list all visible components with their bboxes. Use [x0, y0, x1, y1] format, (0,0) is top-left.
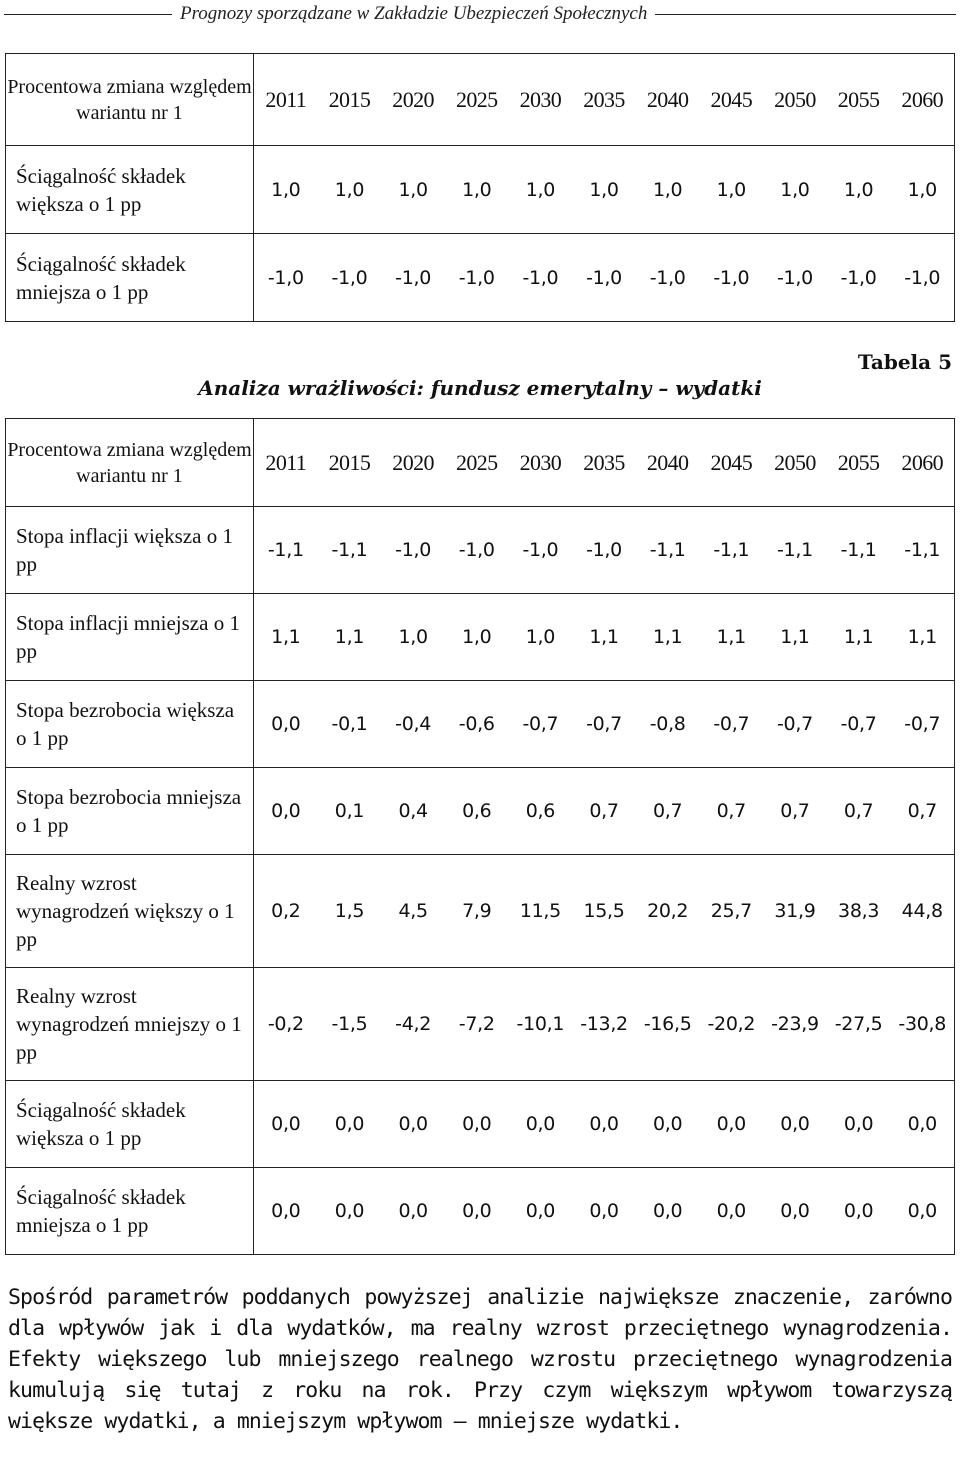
value-cell: 0,6	[462, 800, 492, 822]
table-row	[6, 768, 955, 855]
table-header-row	[6, 54, 955, 146]
value-cell: 1,1	[589, 626, 619, 648]
year-cell: 2040	[646, 86, 689, 112]
value-cell: 38,3	[838, 900, 880, 922]
value-cell: -0,1	[331, 713, 368, 735]
value-cell: 1,1	[843, 626, 874, 648]
value-cell: -13,2	[580, 1013, 628, 1035]
value-cell: -1,0	[395, 539, 432, 561]
value-cell: 7,9	[462, 900, 492, 922]
header-rule-right	[655, 14, 956, 15]
table-row	[6, 1168, 955, 1255]
year-cell: 2060	[901, 449, 944, 475]
value-cell: -1,0	[586, 539, 622, 561]
value-cell: 0,0	[716, 1113, 746, 1135]
year-cell: 2020	[392, 449, 434, 475]
value-cell: 1,0	[907, 178, 937, 201]
value-cell: 1,0	[589, 178, 619, 201]
value-cell: 0,0	[780, 1113, 810, 1135]
value-cell: 0,0	[462, 1113, 492, 1135]
value-cell: 0,0	[843, 1113, 874, 1135]
row-values	[254, 146, 955, 234]
year-cell: 2045	[710, 449, 753, 475]
year-cell: 2011	[265, 449, 307, 475]
value-cell: 0,0	[653, 1200, 683, 1222]
year-cell: 2035	[583, 449, 625, 475]
value-cell: -0,2	[267, 1013, 304, 1035]
value-cell: -1,0	[331, 266, 368, 289]
value-cell: -1,1	[777, 539, 813, 561]
value-cell: -1,1	[331, 539, 368, 561]
value-cell: -0,6	[458, 713, 495, 735]
value-cell: 0,7	[907, 800, 937, 822]
row-label: Ściągalność składek mniejsza o 1 pp	[6, 1168, 254, 1255]
row-label: Ściągalność składek mniejsza o 1 pp	[6, 234, 254, 322]
year-cell: 2050	[774, 449, 816, 475]
value-cell: -4,2	[395, 1013, 432, 1035]
value-cell: -0,7	[713, 713, 750, 735]
value-cell: -0,4	[395, 713, 432, 735]
value-cell: 15,5	[583, 900, 625, 922]
body-paragraph: Spośród parametrów poddanych powyższej analizie największe znaczenie, zarówno dla wpływów jak i dla wydatków, ma realny wzrost przeciętnego wynagrodzenia. Efekty większego lub mniejszego realnego wzrostu przeciętnego wynagrodzenia kumulują się tutaj z roku na rok. Przy czym większym wpływom towarzyszą większe wydatki, a mniejszym wpływom – mniejsze wydatki.	[8, 1285, 952, 1434]
table-row	[6, 681, 955, 768]
table-title: Analiza wrażliwości: fundusz emerytalny – wydatki	[198, 376, 762, 400]
table-row	[6, 507, 955, 594]
value-cell: 31,9	[774, 900, 816, 922]
value-cell: -27,5	[834, 1013, 883, 1035]
table-5	[5, 418, 955, 1255]
value-cell: 1,1	[907, 626, 937, 648]
row-label: Ściągalność składek większa o 1 pp	[6, 146, 254, 234]
year-header-cells	[254, 419, 955, 507]
year-cell: 2060	[901, 86, 944, 112]
value-cell: 0,0	[907, 1113, 937, 1135]
row-values	[254, 234, 955, 322]
year-cell: 2055	[837, 86, 880, 112]
table-row	[6, 1081, 955, 1168]
value-cell: 1,5	[334, 900, 365, 922]
value-cell: 0,0	[271, 713, 301, 735]
row-values	[254, 855, 955, 968]
value-cell: 0,6	[525, 800, 556, 822]
value-cell: -1,0	[586, 266, 622, 289]
value-cell: 1,0	[716, 178, 746, 201]
value-cell: -1,5	[331, 1013, 368, 1035]
table-row	[6, 234, 955, 322]
value-cell: 0,0	[398, 1113, 428, 1135]
year-cell: 2035	[583, 86, 625, 112]
value-cell: 0,7	[653, 800, 683, 822]
value-cell: 0,7	[843, 800, 874, 822]
value-cell: 1,0	[525, 178, 556, 201]
value-cell: 1,0	[462, 626, 492, 648]
year-cell: 2040	[646, 449, 689, 475]
value-cell: 0,4	[398, 800, 428, 822]
year-cell: 2030	[519, 449, 562, 475]
value-cell: -1,0	[904, 266, 941, 289]
value-cell: 1,0	[398, 626, 428, 648]
value-cell: -1,0	[458, 539, 495, 561]
value-cell: 1,0	[271, 178, 301, 201]
value-cell: -0,7	[777, 713, 813, 735]
table-row	[6, 146, 955, 234]
value-cell: 44,8	[901, 900, 943, 922]
year-cell: 2020	[392, 86, 434, 112]
value-cell: 0,0	[843, 1200, 874, 1222]
value-cell: 0,7	[780, 800, 810, 822]
row-values	[254, 681, 955, 768]
value-cell: 1,0	[653, 178, 683, 201]
table-corner-label: Procentowa zmiana względem wariantu nr 1	[6, 419, 254, 507]
row-label: Realny wzrost wynagrodzeń mniejszy o 1 pp	[6, 968, 254, 1081]
value-cell: -1,1	[713, 539, 750, 561]
table-row	[6, 855, 955, 968]
value-cell: -1,0	[395, 266, 432, 289]
value-cell: -1,1	[267, 539, 304, 561]
value-cell: 0,1	[334, 800, 365, 822]
year-cell: 2025	[455, 86, 498, 112]
table-row	[6, 594, 955, 681]
value-cell: -1,1	[904, 539, 941, 561]
value-cell: -0,7	[522, 713, 559, 735]
value-cell: 0,0	[271, 1113, 301, 1135]
row-values	[254, 768, 955, 855]
row-label: Stopa bezrobocia mniejsza o 1 pp	[6, 768, 254, 855]
value-cell: -1,0	[713, 266, 750, 289]
value-cell: -0,8	[649, 713, 686, 735]
row-label: Stopa bezrobocia większa o 1 pp	[6, 681, 254, 768]
row-values	[254, 1081, 955, 1168]
row-label: Stopa inflacji mniejsza o 1 pp	[6, 594, 254, 681]
value-cell: 0,0	[271, 1200, 301, 1222]
value-cell: 1,1	[716, 626, 746, 648]
value-cell: -0,7	[840, 713, 877, 735]
row-values	[254, 1168, 955, 1255]
year-cell: 2011	[265, 86, 307, 112]
table-header-row	[6, 419, 955, 507]
year-header-cells	[254, 54, 955, 146]
value-cell: 0,7	[716, 800, 746, 822]
header-rule-left	[4, 14, 172, 15]
value-cell: 0,0	[589, 1200, 619, 1222]
row-label: Stopa inflacji większa o 1 pp	[6, 507, 254, 594]
value-cell: 0,0	[589, 1113, 619, 1135]
value-cell: 1,0	[525, 626, 556, 648]
value-cell: 0,2	[271, 900, 301, 922]
value-cell: 1,0	[780, 178, 810, 201]
value-cell: 11,5	[519, 900, 561, 922]
running-header	[0, 0, 960, 28]
value-cell: 4,5	[398, 900, 428, 922]
value-cell: -7,2	[458, 1013, 495, 1035]
value-cell: -1,1	[840, 539, 877, 561]
table-row	[6, 968, 955, 1081]
year-cell: 2015	[328, 86, 371, 112]
value-cell: 0,0	[271, 800, 301, 822]
table-corner-label: Procentowa zmiana względem wariantu nr 1	[6, 54, 254, 146]
value-cell: 0,0	[525, 1200, 556, 1222]
value-cell: -1,0	[777, 266, 813, 289]
value-cell: 0,0	[907, 1200, 937, 1222]
row-values	[254, 968, 955, 1081]
value-cell: 1,0	[334, 178, 365, 201]
year-cell: 2015	[328, 449, 371, 475]
value-cell: 0,7	[589, 800, 619, 822]
value-cell: 0,0	[716, 1200, 746, 1222]
row-label: Ściągalność składek większa o 1 pp	[6, 1081, 254, 1168]
running-header-text: Prognozy sporządzane w Zakładzie Ubezpieczeń Społecznych	[180, 3, 648, 24]
value-cell: 1,0	[462, 178, 492, 201]
table-number-label: Tabela 5	[857, 350, 952, 374]
value-cell: -1,0	[522, 266, 559, 289]
value-cell: 1,1	[271, 626, 301, 648]
value-cell: -1,1	[649, 539, 686, 561]
value-cell: 1,1	[653, 626, 683, 648]
value-cell: -1,0	[458, 266, 495, 289]
value-cell: -1,0	[649, 266, 686, 289]
value-cell: -16,5	[643, 1013, 692, 1035]
year-cell: 2030	[519, 86, 562, 112]
value-cell: -20,2	[707, 1013, 756, 1035]
value-cell: 20,2	[647, 900, 689, 922]
value-cell: -1,0	[840, 266, 877, 289]
value-cell: 0,0	[334, 1200, 365, 1222]
value-cell: 0,0	[525, 1113, 556, 1135]
value-cell: 0,0	[462, 1200, 492, 1222]
value-cell: 1,1	[334, 626, 365, 648]
value-cell: 1,1	[780, 626, 810, 648]
table-4	[5, 53, 955, 322]
value-cell: -0,7	[586, 713, 622, 735]
value-cell: 0,0	[398, 1200, 428, 1222]
value-cell: -30,8	[898, 1013, 947, 1035]
year-cell: 2025	[455, 449, 498, 475]
value-cell: 1,0	[398, 178, 428, 201]
year-cell: 2045	[710, 86, 753, 112]
value-cell: -0,7	[904, 713, 941, 735]
value-cell: -1,0	[267, 266, 304, 289]
row-label: Realny wzrost wynagrodzeń większy o 1 pp	[6, 855, 254, 968]
value-cell: 25,7	[710, 900, 752, 922]
value-cell: -23,9	[771, 1013, 819, 1035]
row-values	[254, 594, 955, 681]
value-cell: 0,0	[334, 1113, 365, 1135]
value-cell: 1,0	[843, 178, 874, 201]
value-cell: 0,0	[653, 1113, 683, 1135]
value-cell: 0,0	[780, 1200, 810, 1222]
year-cell: 2050	[774, 86, 816, 112]
value-cell: -1,0	[522, 539, 559, 561]
value-cell: -10,1	[516, 1013, 565, 1035]
year-cell: 2055	[837, 449, 880, 475]
row-values	[254, 507, 955, 594]
